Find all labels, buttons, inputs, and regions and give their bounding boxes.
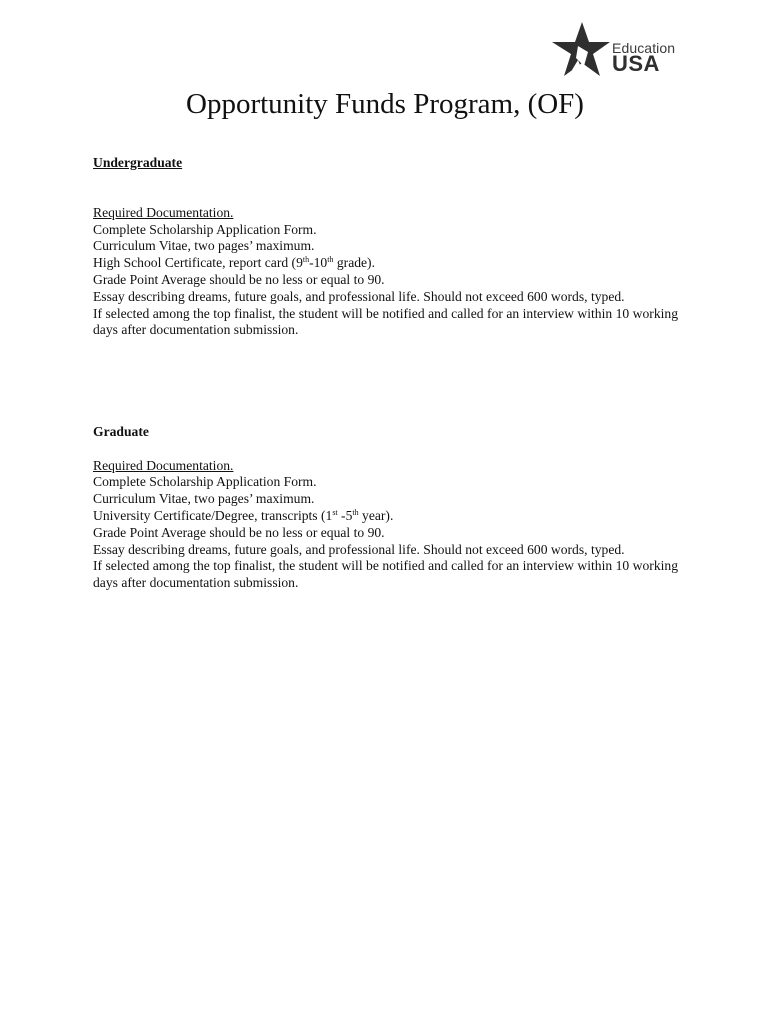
graduate-required-label: Required Documentation. xyxy=(93,457,234,473)
graduate-heading: Graduate xyxy=(93,424,149,439)
text: -10 xyxy=(309,255,328,271)
superscript: th xyxy=(352,507,359,517)
education-usa-logo xyxy=(548,20,688,78)
graduate-item-cv: Curriculum Vitae, two pages’ maximum. xyxy=(93,491,315,507)
logo-text-education: Education xyxy=(612,40,676,56)
spacer xyxy=(93,441,678,458)
undergraduate-heading: Undergraduate xyxy=(93,155,183,170)
undergraduate-item-interview: If selected among the top finalist, the student will be notified and called for an interview within 10 working days after documentation submission. xyxy=(93,305,678,338)
undergraduate-item-gpa: Grade Point Average should be no less or equal to 90. xyxy=(93,271,385,287)
superscript: th xyxy=(327,255,334,265)
graduate-item-certificate xyxy=(93,508,678,525)
text: University Certificate/Degree, transcripts (1 xyxy=(93,507,333,523)
undergraduate-item-cv: Curriculum Vitae, two pages’ maximum. xyxy=(93,238,315,254)
undergraduate-item-application-form: Complete Scholarship Application Form. xyxy=(93,221,317,237)
undergraduate-required-label: Required Documentation. xyxy=(93,204,234,220)
graduate-item-gpa: Grade Point Average should be no less or equal to 90. xyxy=(93,524,385,540)
page-title: Opportunity Funds Program, (OF) xyxy=(186,88,584,120)
text: -5 xyxy=(337,507,353,523)
undergraduate-item-certificate xyxy=(93,255,678,272)
superscript: th xyxy=(302,255,310,265)
superscript: st xyxy=(332,507,338,517)
graduate-item-essay: Essay describing dreams, future goals, and professional life. Should not exceed 600 words, typed. xyxy=(93,541,625,557)
undergraduate-item-essay: Essay describing dreams, future goals, and professional life. Should not exceed 600 words, typed. xyxy=(93,288,625,304)
text: grade). xyxy=(333,255,375,271)
graduate-item-interview: If selected among the top finalist, the student will be notified and called for an interview within 10 working days after documentation submission. xyxy=(93,558,678,591)
text: year). xyxy=(358,507,394,523)
logo-text-usa: USA xyxy=(612,51,660,76)
text: High School Certificate, report card (9 xyxy=(93,255,303,271)
graduate-item-application-form: Complete Scholarship Application Form. xyxy=(93,474,317,490)
star-icon xyxy=(548,22,612,78)
graduate-section xyxy=(93,424,678,592)
spacer xyxy=(93,172,678,205)
undergraduate-section xyxy=(93,155,678,339)
